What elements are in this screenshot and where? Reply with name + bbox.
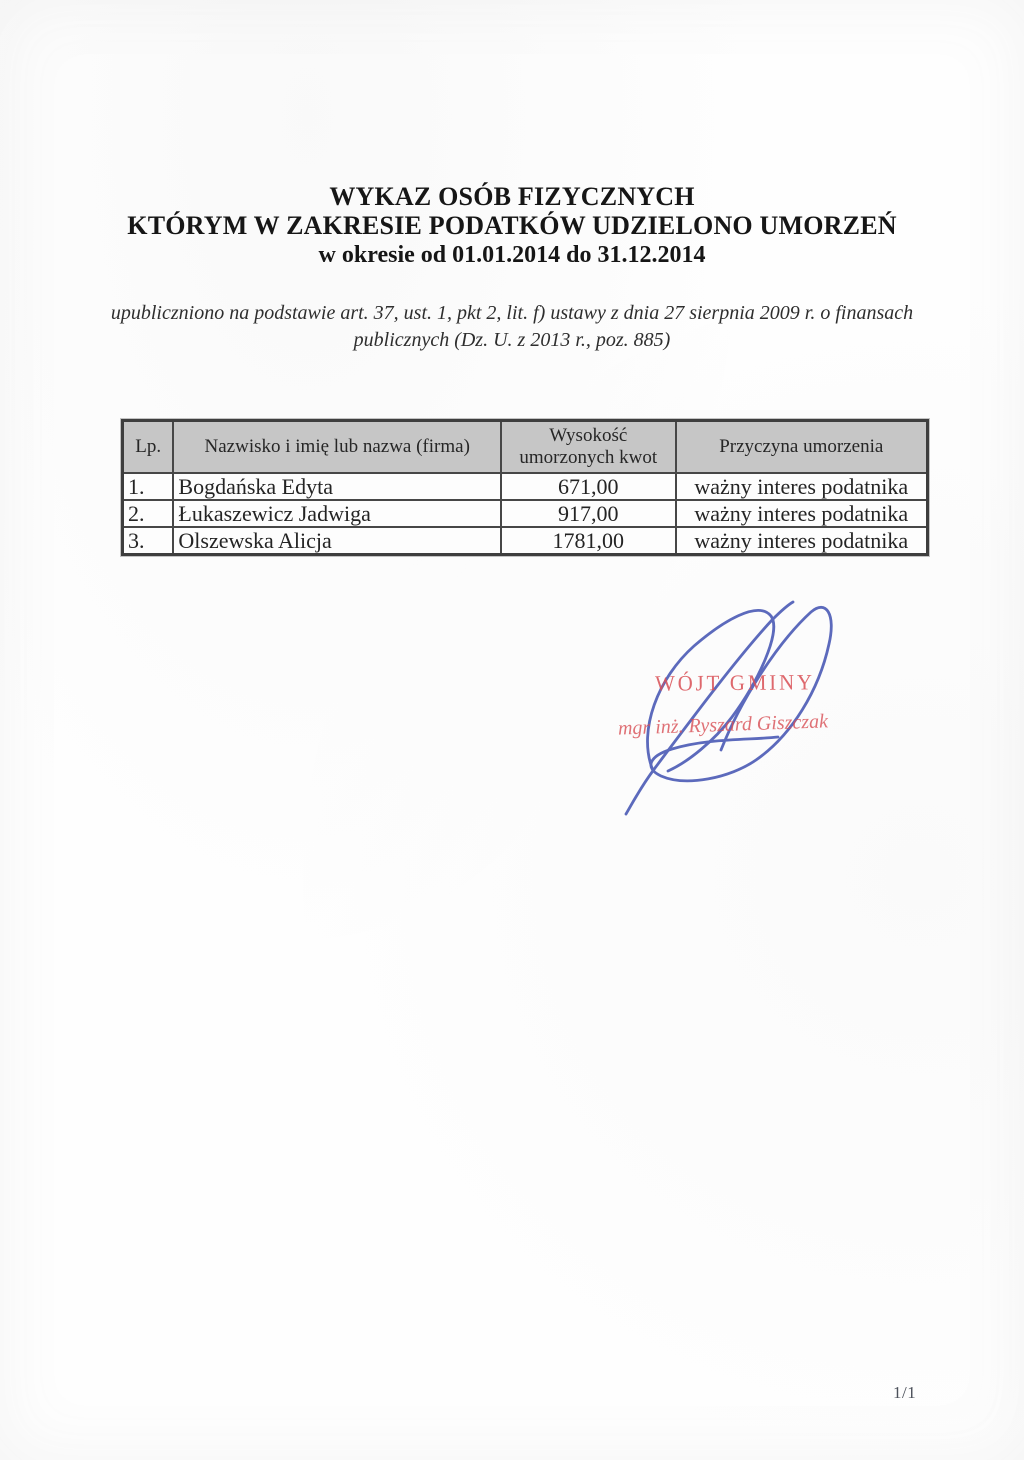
page-number: 1/1	[893, 1383, 917, 1402]
header-name: Nazwisko i imię lub nazwa (firma)	[173, 421, 501, 473]
subtitle-line-1: upubliczniono na podstawie art. 37, ust. 1, pkt 2, lit. f) ustawy z dnia 27 sierpnia 2009 r. o finansach	[110, 302, 914, 324]
row-amount: 671,00	[501, 473, 676, 500]
row-reason: ważny interes podatnika	[676, 473, 928, 500]
row-reason: ważny interes podatnika	[676, 500, 928, 527]
stamp-name-text: mgr inż. Ryszard Giszczak	[617, 710, 829, 740]
table-header-row	[123, 421, 928, 473]
row-name: Olszewska Alicja	[173, 527, 501, 555]
row-lp: 1.	[123, 473, 174, 500]
title-line-1: WYKAZ OSÓB FIZYCZNYCH	[329, 182, 695, 211]
row-name: Bogdańska Edyta	[173, 473, 501, 500]
signature-and-stamp-area	[590, 590, 880, 860]
legal-basis-subtitle	[0, 300, 1024, 354]
header-lp: Lp.	[123, 421, 174, 473]
table-row	[123, 500, 928, 527]
header-amount: Wysokość umorzonych kwot	[501, 421, 676, 473]
table-row	[123, 473, 928, 500]
row-amount: 1781,00	[501, 527, 676, 555]
row-name: Łukaszewicz Jadwiga	[173, 500, 501, 527]
title-line-2: KTÓRYM W ZAKRESIE PODATKÓW UDZIELONO UMORZEŃ	[127, 211, 897, 240]
header-reason: Przyczyna umorzenia	[676, 421, 928, 473]
row-lp: 2.	[123, 500, 174, 527]
title-line-3: w okresie od 01.01.2014 do 31.12.2014	[318, 242, 706, 268]
row-reason: ważny interes podatnika	[676, 527, 928, 555]
table-row	[123, 527, 928, 555]
row-amount: 917,00	[501, 500, 676, 527]
subtitle-line-2: publicznych (Dz. U. z 2013 r., poz. 885)	[353, 329, 671, 351]
document-title	[0, 182, 1024, 270]
remissions-table	[121, 419, 929, 556]
stamp-title-text: WÓJT GMINY	[654, 669, 816, 696]
row-lp: 3.	[123, 527, 174, 555]
